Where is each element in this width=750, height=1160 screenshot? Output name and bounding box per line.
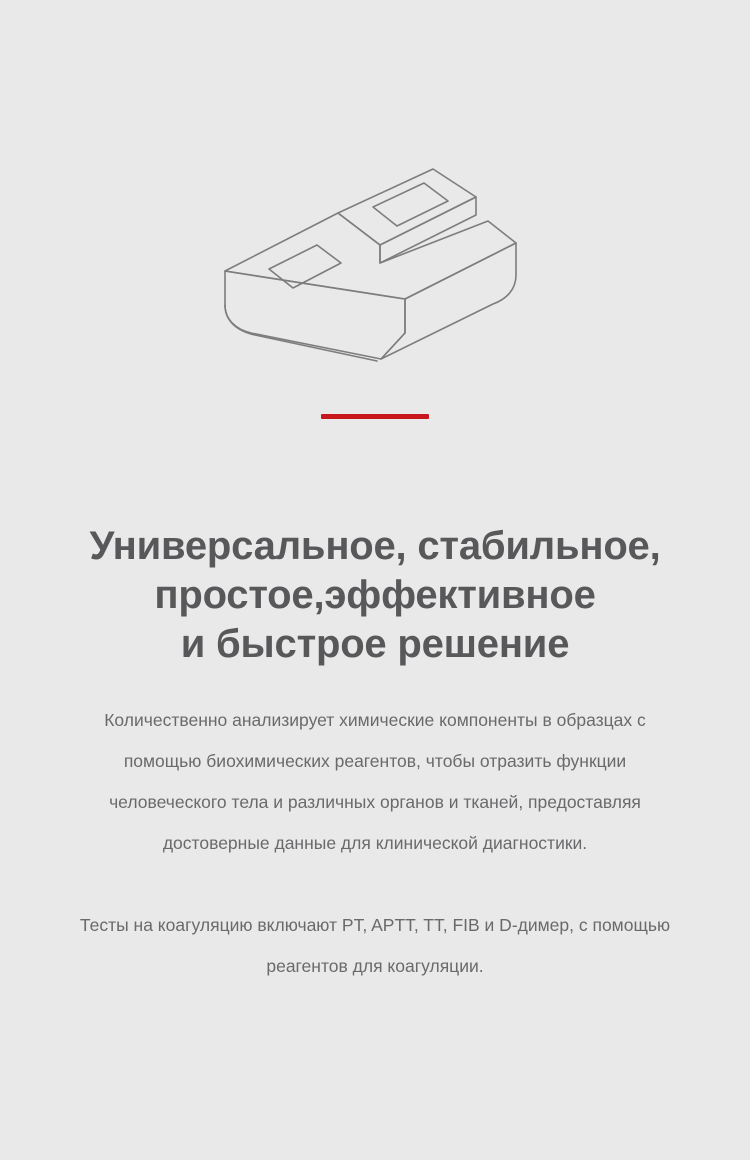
- analyzer-device-line-drawing: [205, 123, 545, 383]
- description-paragraph-2: Тесты на коагуляцию включают PT, APTT, TT, FIB и D-димер, с помощью реагентов для коагуляции.: [79, 915, 671, 976]
- description-paragraph-1: Количественно анализирует химические компоненты в образцах с помощью биохимических реагентов, чтобы отразить функции человеческого тела и различных органов и тканей, предоставляя достоверные данные для клинической диагностики.: [104, 710, 646, 853]
- page-title-line-2: простое,эффективное: [154, 572, 596, 617]
- page-title: [0, 522, 750, 669]
- analyzer-device-illustration: [0, 118, 750, 388]
- description-block: [0, 700, 750, 987]
- page-title-line-1: Универсальное, стабильное,: [89, 523, 661, 568]
- red-accent-divider: [321, 414, 429, 419]
- page-title-line-3: и быстрое решение: [180, 621, 570, 666]
